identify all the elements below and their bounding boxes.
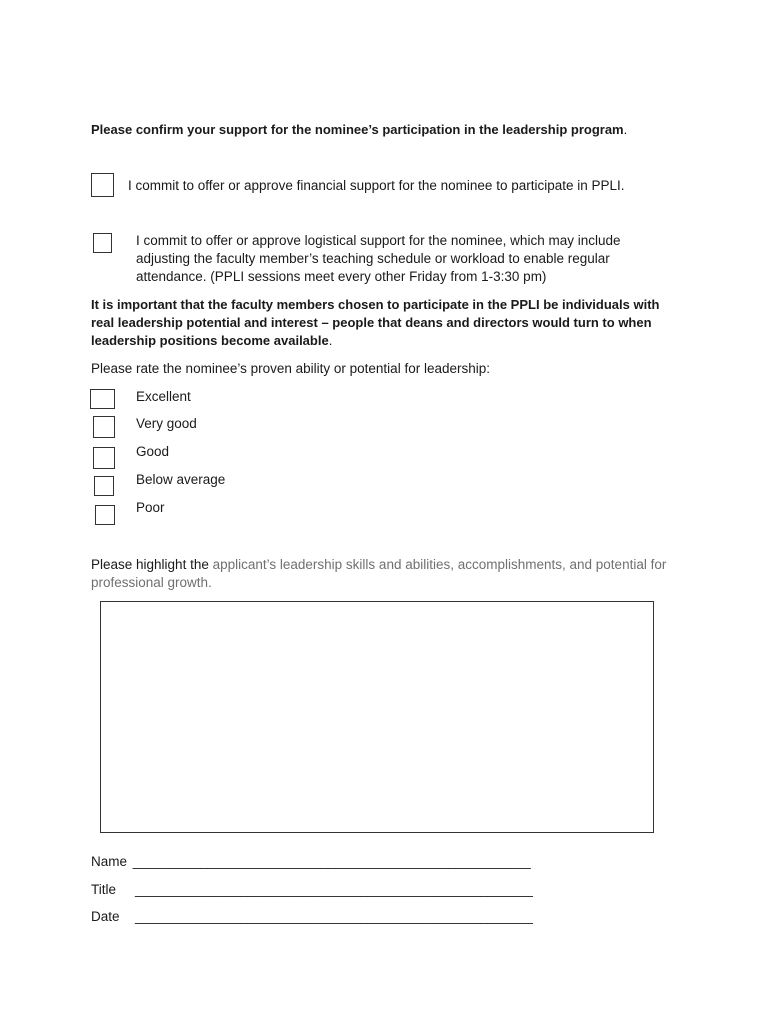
title-line[interactable]: _____________________________________________________ — [135, 882, 533, 897]
name-line[interactable]: _____________________________________________________ — [132, 854, 531, 869]
rating-good-checkbox[interactable] — [93, 447, 115, 469]
importance-text: It is important that the faculty members chosen to participate in the PPLI be individuals with real leadership potential and interest – people that deans and directors would turn to when leadership positions become available — [91, 297, 660, 348]
logistical-support-checkbox[interactable] — [93, 233, 112, 253]
highlight-prompt — [91, 556, 671, 592]
name-label: Name — [91, 854, 128, 869]
date-line[interactable]: _____________________________________________________ — [135, 909, 533, 924]
financial-support-label: I commit to offer or approve financial support for the nominee to participate in PPLI. — [128, 178, 625, 193]
confirm-heading — [91, 121, 711, 139]
financial-support-checkbox[interactable] — [91, 173, 114, 197]
highlight-prompt-rest: applicant’s leadership skills and abilities, accomplishments, and potential for professional growth. — [91, 557, 667, 590]
highlight-prompt-start: Please highlight the — [91, 557, 213, 572]
importance-paragraph — [91, 296, 681, 350]
leadership-response-box[interactable] — [100, 601, 654, 833]
date-label: Date — [91, 909, 120, 924]
rating-very-good-checkbox[interactable] — [93, 416, 115, 438]
importance-period: . — [328, 333, 333, 348]
rating-prompt: Please rate the nominee’s proven ability or potential for leadership: — [91, 361, 490, 376]
name-field[interactable] — [91, 853, 531, 871]
rating-below-average-checkbox[interactable] — [94, 476, 114, 496]
confirm-heading-period: . — [623, 122, 628, 137]
logistical-support-label: I commit to offer or approve logistical support for the nominee, which may include adjusting the faculty member’s teaching schedule or workload to enable regular attendance. (PPLI sessions meet every other Friday from 1-3:30 pm) — [136, 233, 621, 284]
title-label: Title — [91, 882, 117, 897]
rating-below-average-label: Below average — [136, 472, 226, 487]
rating-very-good-label: Very good — [136, 416, 197, 431]
rating-poor-label: Poor — [136, 500, 165, 515]
rating-poor-checkbox[interactable] — [95, 505, 115, 525]
title-field[interactable] — [91, 881, 533, 899]
rating-excellent-label: Excellent — [136, 389, 191, 404]
rating-excellent-checkbox[interactable] — [90, 389, 115, 409]
rating-good-label: Good — [136, 444, 170, 459]
date-field[interactable] — [91, 908, 533, 926]
confirm-heading-text: Please confirm your support for the nominee’s participation in the leadership program — [91, 122, 624, 137]
